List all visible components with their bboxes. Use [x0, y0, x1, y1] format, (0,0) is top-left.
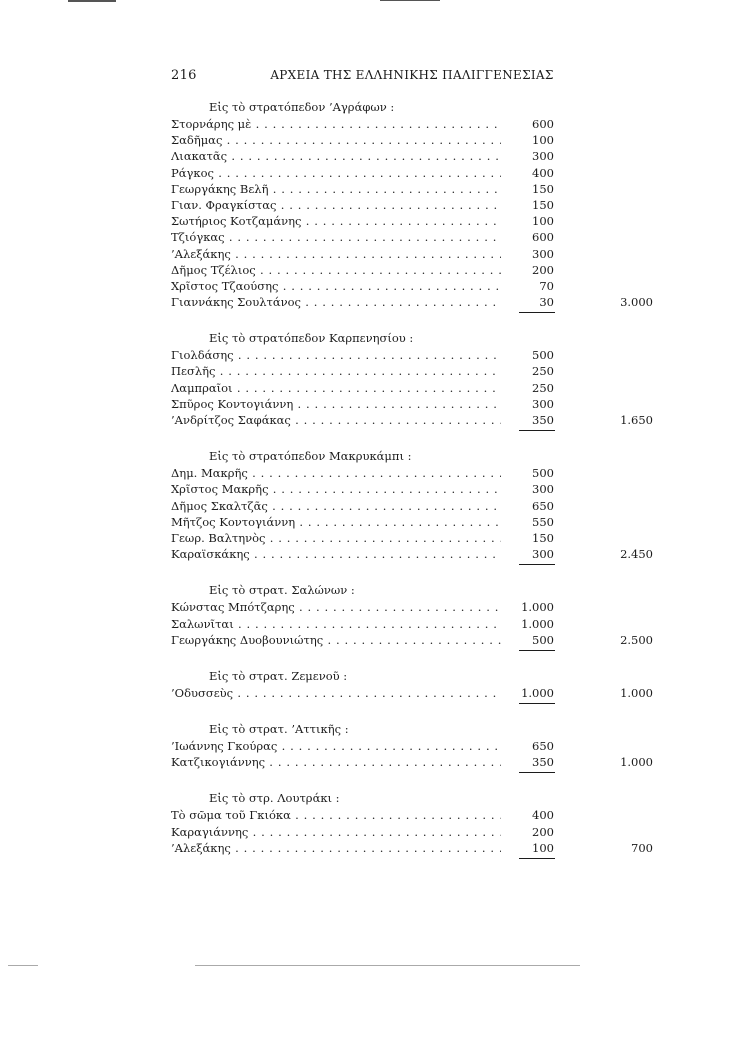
ledger-row — [171, 754, 653, 770]
entry-name: Γεωρ. Βαλτηνὸς . . . — [171, 530, 501, 546]
ledger-row — [171, 278, 653, 294]
scan-artifact-bottom — [8, 965, 38, 966]
sum-rule — [171, 428, 653, 434]
entry-amount: 250 — [532, 364, 554, 379]
section-total: 2.450 — [620, 547, 653, 562]
section-title: Εἰς τὸ στρατ. Ζεμενοῦ : — [209, 668, 348, 683]
entry-name: ’Ανδρίτζος Σαφάκας . . . — [171, 412, 501, 428]
entry-amount: 350 — [532, 755, 554, 770]
entry-name: Κατζικογιάννης . . . — [171, 754, 501, 770]
ledger-row — [171, 396, 653, 412]
ledger-row — [171, 599, 653, 615]
entry-amount: 300 — [532, 149, 554, 164]
entry-name: Τὸ σῶμα τοῦ Γκιόκα . . . — [171, 807, 501, 823]
ledger-row — [171, 530, 653, 546]
ledger-row — [171, 116, 653, 132]
entry-amount: 650 — [532, 739, 554, 754]
section-total: 2.500 — [620, 632, 653, 647]
ledger-row — [171, 246, 653, 262]
entry-amount: 200 — [532, 824, 554, 839]
entry-name: Καραγιάννης . . . — [171, 824, 501, 840]
ledger-row — [171, 197, 653, 213]
entry-amount: 300 — [532, 246, 554, 261]
entry-amount: 30 — [539, 295, 554, 310]
section-title: Εἰς τὸ στρατόπεδον ’Αγράφων : — [209, 100, 395, 114]
entry-amount: 1.000 — [521, 616, 554, 631]
entry-name: Σωτήριος Κοτζαμάνης . . . — [171, 213, 501, 229]
entry-amount: 300 — [532, 396, 554, 411]
entry-amount: 150 — [532, 181, 554, 196]
ledger-row — [171, 181, 653, 197]
entry-name: Σπῦρος Κοντογιάννη . . . — [171, 396, 501, 412]
entry-amount: 200 — [532, 262, 554, 277]
entry-amount: 100 — [532, 133, 554, 148]
ledger-row — [171, 347, 653, 363]
ledger-row — [171, 498, 653, 514]
sum-rule — [171, 701, 653, 707]
entry-name: ’Αλεξάκης . . . — [171, 840, 501, 856]
entry-name: Καραϊσκάκης . . . — [171, 546, 501, 562]
entry-name: Δῆμος Σκαλτζᾶς . . . — [171, 498, 501, 514]
entry-name: Λαμπραῖοι . . . — [171, 380, 501, 396]
entry-amount: 70 — [539, 278, 554, 293]
ledger-row — [171, 262, 653, 278]
ledger-section — [171, 721, 653, 776]
sum-rule — [171, 770, 653, 776]
ledger-row — [171, 229, 653, 245]
entry-amount: 550 — [532, 514, 554, 529]
ledger — [171, 99, 653, 876]
entry-amount: 400 — [532, 165, 554, 180]
section-total: 3.000 — [620, 295, 653, 310]
entry-name: Σαδῆμας . . . — [171, 132, 501, 148]
ledger-section — [171, 668, 653, 707]
entry-name: Γεωργάκης Δυοβουνιώτης . . . — [171, 632, 501, 648]
entry-amount: 500 — [532, 632, 554, 647]
section-title: Εἰς τὸ στρατ. ’Αττικῆς : — [209, 722, 349, 737]
entry-name: ’Αλεξάκης . . . — [171, 246, 501, 262]
ledger-row — [171, 363, 653, 379]
entry-amount: 350 — [532, 413, 554, 427]
ledger-row — [171, 824, 653, 840]
section-title: Εἰς τὸ στρατόπεδον Καρπενησίου : — [209, 331, 414, 346]
ledger-section — [171, 99, 653, 316]
entry-name: Ράγκος . . . — [171, 165, 501, 181]
scan-artifact-top — [380, 0, 440, 1]
entry-amount: 600 — [532, 117, 554, 131]
sum-rule — [171, 648, 653, 654]
page-number: 216 — [171, 68, 197, 83]
entry-name: Γιαννάκης Σουλτάνος . . . — [171, 294, 501, 310]
section-total: 1.000 — [620, 755, 653, 770]
ledger-row — [171, 481, 653, 497]
entry-amount: 400 — [532, 808, 554, 823]
section-total: 1.000 — [620, 685, 653, 700]
ledger-row — [171, 465, 653, 481]
ledger-row — [171, 165, 653, 181]
ledger-section — [171, 448, 653, 568]
entry-name: Κώνστας Μπότζαρης . . . — [171, 599, 501, 615]
entry-name: Γιαν. Φραγκίστας . . . — [171, 197, 501, 213]
entry-amount: 650 — [532, 498, 554, 513]
entry-amount: 300 — [532, 547, 554, 562]
entry-amount: 150 — [532, 530, 554, 545]
scan-artifact-bottom — [195, 965, 580, 966]
page-header — [171, 68, 653, 86]
section-title: Εἰς τὸ στρατόπεδον Μακρυκάμπι : — [209, 449, 412, 464]
entry-name: Σαλωνῖται . . . — [171, 616, 501, 632]
entry-name: Μῆτζος Κοντογιάννη . . . — [171, 514, 501, 530]
section-total: 700 — [631, 840, 653, 855]
entry-name: ’Οδυσσεὺς . . . — [171, 685, 501, 701]
entry-name: ’Ιωάννης Γκούρας . . . — [171, 738, 501, 754]
entry-name: Δῆμος Τζέλιος . . . — [171, 262, 501, 278]
entry-name: Πεσλῆς . . . — [171, 363, 501, 379]
ledger-section — [171, 330, 653, 434]
sum-rule — [171, 856, 653, 862]
ledger-row — [171, 148, 653, 164]
entry-amount: 1.000 — [521, 600, 554, 615]
scan-artifact-top — [68, 0, 116, 2]
entry-name: Τζιόγκας . . . — [171, 229, 501, 245]
sum-rule — [171, 562, 653, 568]
ledger-row — [171, 514, 653, 530]
ledger-row — [171, 294, 653, 310]
entry-name: Χρῖστος Μακρῆς . . . — [171, 481, 501, 497]
sum-rule — [171, 310, 653, 316]
running-title: ΑΡΧΕΙΑ ΤΗΣ ΕΛΛΗΝΙΚΗΣ ΠΑΛΙΓΓΕΝΕΣΙΑΣ — [270, 68, 554, 82]
entry-amount: 150 — [532, 197, 554, 212]
ledger-row — [171, 840, 653, 856]
entry-name: Δημ. Μακρῆς . . . — [171, 465, 501, 481]
ledger-row — [171, 213, 653, 229]
entry-amount: 100 — [532, 840, 554, 855]
section-title: Εἰς τὸ στρατ. Σαλώνων : — [209, 583, 355, 598]
entry-amount: 300 — [532, 482, 554, 497]
entry-name: Στορνάρης μὲ . . . — [171, 116, 501, 132]
entry-name: Γιολδάσης . . . — [171, 347, 501, 363]
entry-amount: 500 — [532, 466, 554, 481]
entry-amount: 100 — [532, 214, 554, 229]
ledger-row — [171, 738, 653, 754]
entry-amount: 1.000 — [521, 685, 554, 700]
section-title: Εἰς τὸ στρ. Λουτράκι : — [209, 791, 340, 806]
ledger-section — [171, 582, 653, 654]
ledger-row — [171, 412, 653, 428]
ledger-row — [171, 616, 653, 632]
ledger-row — [171, 632, 653, 648]
ledger-row — [171, 807, 653, 823]
entry-amount: 600 — [532, 230, 554, 245]
ledger-row — [171, 380, 653, 396]
entry-name: Χρῖστος Τζαούσης . . . — [171, 278, 501, 294]
section-total: 1.650 — [620, 413, 653, 427]
ledger-section — [171, 790, 653, 862]
ledger-row — [171, 132, 653, 148]
entry-amount: 250 — [532, 380, 554, 395]
entry-name: Γεωργάκης Βελῆ . . . — [171, 181, 501, 197]
entry-amount: 500 — [532, 348, 554, 363]
ledger-row — [171, 685, 653, 701]
entry-name: Λιακατᾶς . . . — [171, 148, 501, 164]
ledger-row — [171, 546, 653, 562]
